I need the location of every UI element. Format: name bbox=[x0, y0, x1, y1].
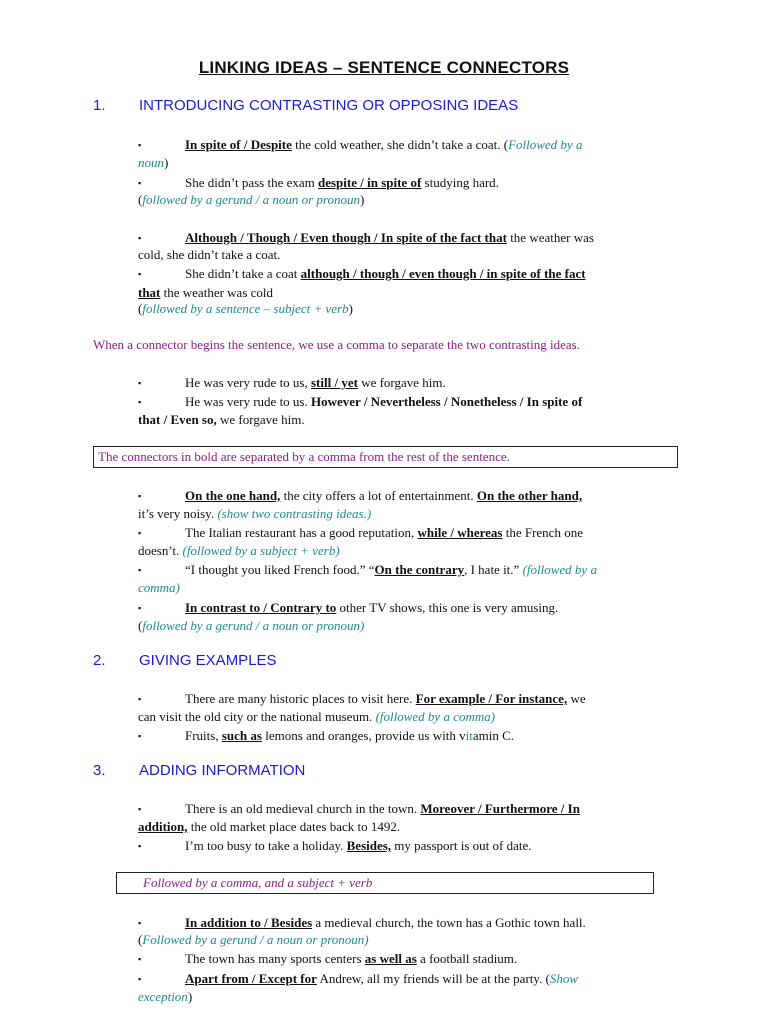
list-item-continued: cold, she didn’t take a coat. bbox=[138, 247, 281, 262]
list-item: ▪ The Italian restaurant has a good reputation, while / whereas the French one bbox=[138, 525, 583, 541]
section-label: INTRODUCING CONTRASTING OR OPPOSING IDEAS bbox=[139, 97, 519, 114]
list-item-continued: comma) bbox=[138, 580, 180, 595]
list-item: ▪ On the one hand, the city offers a lot of entertainment. On the other hand, bbox=[138, 488, 582, 504]
list-item-continued: (followed by a sentence – subject + verb) bbox=[138, 301, 353, 316]
info-box: Followed by a comma, and a subject + verb bbox=[116, 872, 654, 894]
list-item-continued: it’s very noisy. (show two contrasting ideas.) bbox=[138, 506, 372, 521]
list-item: ▪ Although / Though / Even though / In spite of the fact that the weather was bbox=[138, 230, 594, 246]
section-number: 1. bbox=[93, 97, 106, 114]
list-item-continued: that the weather was cold bbox=[138, 285, 274, 300]
list-item-continued: that / Even so, we forgave him. bbox=[138, 412, 305, 427]
list-item-continued: (Followed by a gerund / a noun or pronoun) bbox=[138, 932, 369, 947]
note-text: When a connector begins the sentence, we use a comma to separate the two contrasting ideas. bbox=[93, 337, 580, 352]
list-item-continued: doesn’t. (followed by a subject + verb) bbox=[138, 543, 340, 558]
list-item: ▪ Fruits, such as lemons and oranges, provide us with vitamin C. bbox=[138, 728, 514, 744]
section-label: GIVING EXAMPLES bbox=[139, 652, 277, 669]
page-title: LINKING IDEAS – SENTENCE CONNECTORS bbox=[198, 58, 570, 77]
list-item: ▪ He was very rude to us, still / yet we forgave him. bbox=[138, 375, 446, 391]
info-box: The connectors in bold are separated by a comma from the rest of the sentence. bbox=[93, 446, 678, 468]
list-item-continued: exception) bbox=[138, 989, 193, 1004]
list-item: ▪ There are many historic places to visit here. For example / For instance, we bbox=[138, 691, 586, 707]
list-item-continued: (followed by a gerund / a noun or pronoun) bbox=[138, 618, 365, 633]
list-item: ▪ In contrast to / Contrary to other TV shows, this one is very amusing. bbox=[138, 600, 558, 616]
list-item: ▪ The town has many sports centers as well as a football stadium. bbox=[138, 951, 517, 967]
list-item-continued: can visit the old city or the national museum. (followed by a comma) bbox=[138, 709, 496, 724]
list-item: ▪ “I thought you liked French food.” “On the contrary, I hate it.” (followed by a bbox=[138, 562, 597, 578]
list-item-continued: (followed by a gerund / a noun or pronoun) bbox=[138, 192, 365, 207]
list-item: ▪ In spite of / Despite the cold weather, she didn’t take a coat. (Followed by a bbox=[138, 137, 582, 153]
section-heading-1 bbox=[93, 97, 518, 114]
section-heading-2 bbox=[93, 652, 277, 669]
list-item: ▪ I’m too busy to take a holiday. Besides, my passport is out of date. bbox=[138, 838, 532, 854]
list-item: ▪ Apart from / Except for Andrew, all my friends will be at the party. (Show bbox=[138, 971, 578, 987]
list-item-continued: noun) bbox=[138, 155, 169, 170]
section-number: 2. bbox=[93, 652, 106, 669]
list-item: ▪ He was very rude to us. However / Nevertheless / Nonetheless / In spite of bbox=[138, 394, 582, 410]
list-item-continued: addition, the old market place dates back to 1492. bbox=[138, 819, 401, 834]
list-item: ▪ She didn’t pass the exam despite / in spite of studying hard. bbox=[138, 175, 499, 191]
list-item: ▪ She didn’t take a coat although / though / even though / in spite of the fact bbox=[138, 266, 586, 282]
section-heading-3 bbox=[93, 762, 305, 779]
list-item: ▪ There is an old medieval church in the town. Moreover / Furthermore / In bbox=[138, 801, 580, 817]
list-item: ▪ In addition to / Besides a medieval church, the town has a Gothic town hall. bbox=[138, 915, 586, 931]
section-label: ADDING INFORMATION bbox=[139, 762, 306, 779]
section-number: 3. bbox=[93, 762, 106, 779]
